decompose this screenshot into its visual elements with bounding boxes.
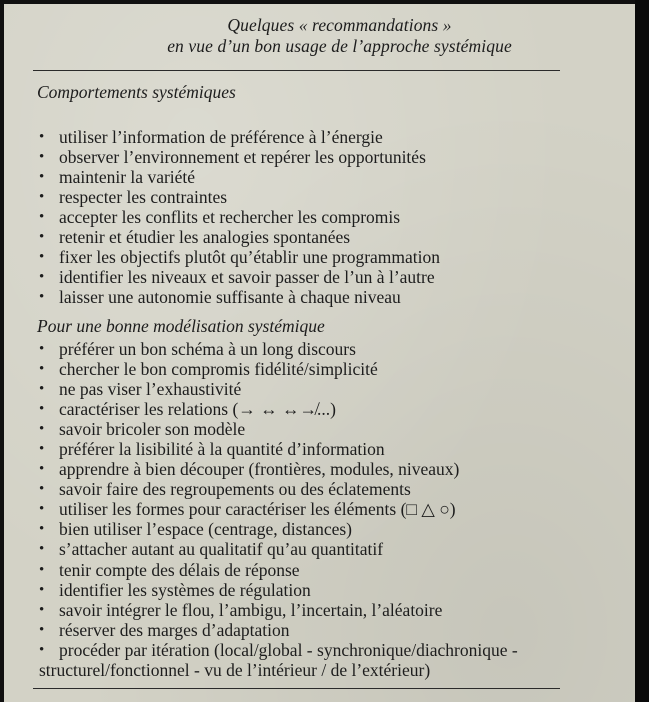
list-item: • savoir intégrer le flou, l’ambigu, l’incertain, l’aléatoire bbox=[39, 599, 443, 620]
list-item: • caractériser les relations (→ ↔ ↔↛...) bbox=[39, 399, 336, 420]
list-item: • identifier les systèmes de régulation bbox=[39, 579, 311, 600]
section-heading-modelisation: Pour une bonne modélisation systémique bbox=[37, 316, 325, 336]
bullet-icon: • bbox=[39, 501, 45, 518]
list-item: • retenir et étudier les analogies spontanées bbox=[39, 227, 351, 248]
bullet-icon: • bbox=[39, 621, 45, 638]
list-item: • ne pas viser l’exhaustivité bbox=[39, 379, 242, 400]
bullet-icon: • bbox=[39, 561, 45, 578]
bullet-icon: • bbox=[39, 521, 45, 538]
bullet-icon: • bbox=[39, 229, 45, 246]
list-item: • accepter les conflits et rechercher les compromis bbox=[39, 207, 401, 228]
list-item: • apprendre à bien découper (frontières, modules, niveaux) bbox=[39, 459, 460, 480]
list-item: • respecter les contraintes bbox=[39, 187, 228, 208]
bullet-icon: • bbox=[39, 209, 45, 226]
bullet-icon: • bbox=[39, 129, 45, 145]
bullet-icon: • bbox=[39, 249, 45, 266]
bullet-icon: • bbox=[39, 601, 45, 618]
section-heading-comportements: Comportements systémiques bbox=[37, 82, 236, 102]
list-item: • s’attacher autant au qualitatif qu’au quantitatif bbox=[39, 539, 384, 560]
list-item: • tenir compte des délais de réponse bbox=[39, 559, 300, 580]
bottom-rule bbox=[33, 688, 560, 689]
bullet-icon: • bbox=[39, 441, 45, 458]
list-item: • bien utiliser l’espace (centrage, distances) bbox=[39, 519, 352, 540]
document-page bbox=[4, 4, 635, 702]
list-item: • identifier les niveaux et savoir passer de l’un à l’autre bbox=[39, 267, 435, 288]
list-item: • observer l’environnement et repérer les opportunités bbox=[39, 147, 426, 168]
title-line-2: en vue d’un bon usage de l’approche systémique bbox=[167, 36, 512, 56]
bullet-icon: • bbox=[39, 421, 45, 438]
bullet-icon: • bbox=[39, 269, 45, 286]
bullet-icon: • bbox=[39, 189, 45, 206]
list-item: • fixer les objectifs plutôt qu’établir une programmation bbox=[39, 247, 441, 268]
bullet-icon: • bbox=[39, 541, 45, 558]
top-rule bbox=[33, 70, 560, 71]
bullet-icon: • bbox=[39, 641, 45, 658]
bullet-icon: • bbox=[39, 461, 45, 478]
page-title bbox=[4, 15, 635, 57]
title-line-1: Quelques « recommandations » bbox=[227, 15, 452, 35]
list-comportements bbox=[37, 127, 440, 307]
bullet-icon: • bbox=[39, 169, 45, 186]
bullet-icon: • bbox=[39, 481, 45, 498]
bullet-icon: • bbox=[39, 149, 45, 166]
list-item: • préférer un bon schéma à un long discours bbox=[39, 339, 356, 359]
list-item: • laisser une autonomie suffisante à chaque niveau bbox=[39, 287, 401, 308]
list-item: • savoir faire des regroupements ou des éclatements bbox=[39, 479, 411, 500]
list-item-iteration: • procéder par itération (local/global - synchronique/diachronique - structurel/fonctionnel - vu de l’intérieur / de l’extérieur) bbox=[39, 639, 518, 680]
bullet-icon: • bbox=[39, 401, 45, 418]
list-item: • savoir bricoler son modèle bbox=[39, 419, 246, 440]
list-item: • réserver des marges d’adaptation bbox=[39, 619, 290, 640]
list-item-continuation: structurel/fonctionnel - vu de l’intérieur / de l’extérieur) bbox=[39, 659, 431, 680]
list-item: • préférer la lisibilité à la quantité d’information bbox=[39, 439, 385, 460]
list-item: • maintenir la variété bbox=[39, 167, 196, 188]
bullet-icon: • bbox=[39, 381, 45, 398]
list-item: • utiliser les formes pour caractériser les éléments (□ △ ○) bbox=[39, 499, 456, 520]
bullet-icon: • bbox=[39, 341, 45, 357]
bullet-icon: • bbox=[39, 289, 45, 306]
list-item: • chercher le bon compromis fidélité/simplicité bbox=[39, 359, 378, 380]
list-modelisation bbox=[37, 339, 518, 680]
scan-edge bbox=[635, 0, 649, 702]
list-item: • utiliser l’information de préférence à l’énergie bbox=[39, 127, 383, 147]
bullet-icon: • bbox=[39, 581, 45, 598]
bullet-icon: • bbox=[39, 361, 45, 378]
